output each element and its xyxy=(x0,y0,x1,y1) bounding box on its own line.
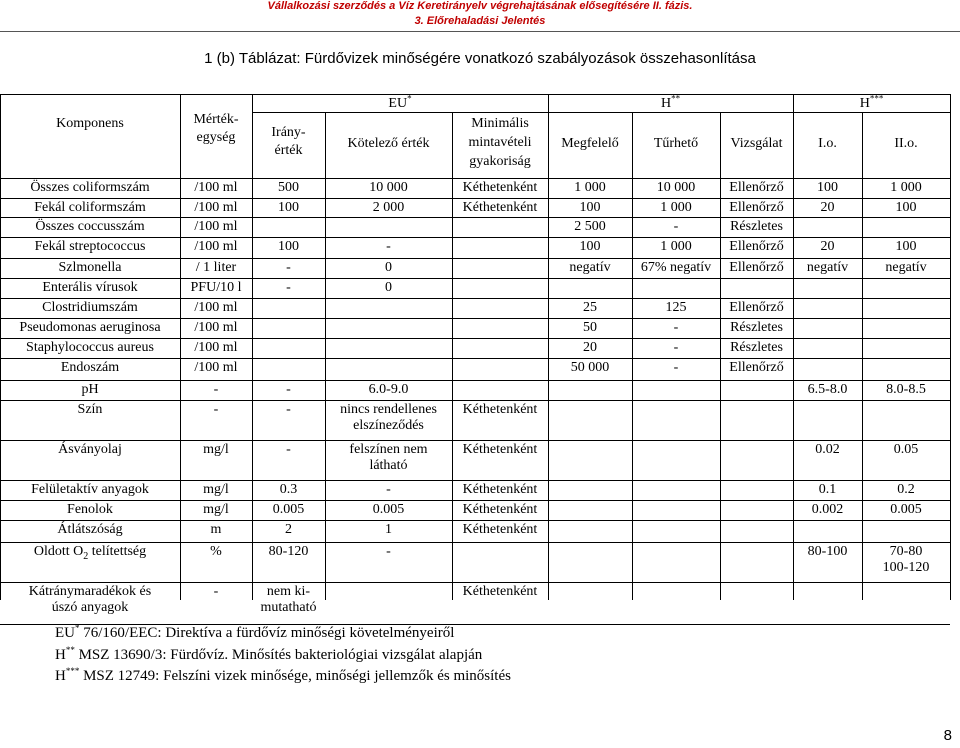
cell-iio: 0.005 xyxy=(890,502,922,517)
cell-kotelezo: - xyxy=(386,482,391,497)
cell-kotelezo: 2 000 xyxy=(372,200,405,215)
cell-iio: 0.2 xyxy=(897,482,915,497)
header-minimalis-gyakorisag: mintavételi xyxy=(468,135,532,150)
cell-io: 0.02 xyxy=(815,442,840,457)
cell-kotelezo: - xyxy=(386,544,391,559)
cell-egyseg: mg/l xyxy=(203,482,229,497)
cell-irany: - xyxy=(286,382,291,397)
cell-komponens: Staphylococcus aureus xyxy=(26,340,154,355)
cell-komponens: Szín xyxy=(77,402,103,417)
header-h1: H** xyxy=(660,93,681,111)
cell-io: 0.002 xyxy=(811,502,844,517)
cell-minta: Kéthetenként xyxy=(462,584,538,599)
header-rule xyxy=(0,31,960,32)
cell-megfelelo: 100 xyxy=(579,200,601,215)
table-row-rule xyxy=(0,400,950,401)
cell-egyseg: - xyxy=(213,584,219,599)
cell-irany: - xyxy=(286,260,291,275)
cell-iio: 70-80 100-120 xyxy=(882,544,930,575)
cell-egyseg: /100 ml xyxy=(194,200,238,215)
table-row-rule xyxy=(0,542,950,543)
cell-egyseg: /100 ml xyxy=(194,360,238,375)
cell-egyseg: /100 ml xyxy=(194,340,238,355)
cell-turheto: 1 000 xyxy=(660,239,692,254)
cell-io: 100 xyxy=(817,180,838,195)
page-number: 8 xyxy=(943,727,952,744)
cell-megfelelo: 25 xyxy=(583,300,597,315)
cell-irany: 80-120 xyxy=(268,544,309,559)
cell-irany: 2 xyxy=(285,522,292,537)
cell-kotelezo: nincs rendellenes elszíneződés xyxy=(340,402,437,433)
cell-io: 80-100 xyxy=(807,544,848,559)
cell-turheto: - xyxy=(673,360,679,375)
cell-minta: Kéthetenként xyxy=(462,502,538,517)
table-row-rule xyxy=(0,298,950,299)
table-row-rule xyxy=(0,318,950,319)
cell-turheto: 67% negatív xyxy=(640,260,712,275)
cell-irany: - xyxy=(286,280,291,295)
header-komponens: Komponens xyxy=(56,116,124,131)
cell-megfelelo: 50 xyxy=(583,320,597,335)
cell-komponens: Összes coliformszám xyxy=(30,180,150,195)
table-row-rule xyxy=(0,440,950,441)
cell-irany: 100 xyxy=(278,239,299,254)
cell-egyseg: /100 ml xyxy=(194,320,238,335)
table-row-rule xyxy=(0,338,950,339)
header-io: I.o. xyxy=(818,136,837,151)
table-row-rule xyxy=(0,480,950,481)
cell-komponens: Pseudomonas aeruginosa xyxy=(19,320,161,335)
cell-egyseg: mg/l xyxy=(203,502,229,517)
cell-vizsgalat: Részletes xyxy=(730,219,783,234)
cell-irany: 500 xyxy=(278,180,299,195)
cell-komponens: Kátránymaradékok és úszó anyagok xyxy=(28,584,152,615)
cell-egyseg: mg/l xyxy=(203,442,229,457)
table-row-rule xyxy=(0,258,950,259)
cell-kotelezo: 10 000 xyxy=(369,180,408,195)
cell-egyseg: /100 ml xyxy=(194,239,238,254)
cell-kotelezo: - xyxy=(386,239,391,254)
cell-kotelezo: 0.005 xyxy=(372,502,405,517)
table-top-rule xyxy=(0,94,950,95)
footnote-item: H** MSZ 13690/3: Fürdővíz. Minősítés bakteriológiai vizsgálat alapján xyxy=(55,645,483,663)
cell-turheto: - xyxy=(673,219,679,234)
cell-komponens: Felületaktív anyagok xyxy=(31,482,149,497)
footnote-item: H*** MSZ 12749: Felszíni vizek minősége, minőségi jellemzők és minősítés xyxy=(55,666,511,684)
table-rule xyxy=(950,94,951,600)
cell-komponens: Ásványolaj xyxy=(58,442,122,457)
table-row-rule xyxy=(0,358,950,359)
header-megfelelo: Megfelelő xyxy=(561,136,619,151)
cell-kotelezo: 0 xyxy=(385,260,392,275)
cell-vizsgalat: Részletes xyxy=(730,320,783,335)
header-minimalis-gyakorisag: Minimális xyxy=(471,116,529,131)
cell-komponens: Fenolok xyxy=(67,502,113,517)
header-h2: H*** xyxy=(859,93,884,111)
cell-egyseg: / 1 liter xyxy=(195,260,237,275)
cell-irany: nem ki- mutatható xyxy=(260,584,317,615)
cell-komponens: Összes coccusszám xyxy=(35,219,145,234)
cell-io: 20 xyxy=(820,239,835,254)
cell-egyseg: % xyxy=(210,544,222,559)
cell-irany: 100 xyxy=(278,200,299,215)
table-row-rule xyxy=(0,582,950,583)
cell-turheto: - xyxy=(673,320,679,335)
cell-kotelezo: 1 xyxy=(385,522,392,537)
cell-io: 20 xyxy=(820,200,835,215)
header-mertekegyseg: Mérték- xyxy=(193,112,239,127)
header-vizsgalat: Vizsgálat xyxy=(730,136,783,151)
cell-iio: 100 xyxy=(895,239,917,254)
cell-minta: Kéthetenként xyxy=(462,482,538,497)
table-row-rule xyxy=(0,217,950,218)
table-row-rule xyxy=(0,237,950,238)
table-row-rule xyxy=(0,198,950,199)
footnote-item: EU* 76/160/EEC: Direktíva a fürdővíz minőségi követelményeiről xyxy=(55,623,455,641)
cell-komponens: Szlmonella xyxy=(58,260,122,275)
cell-minta: Kéthetenként xyxy=(462,442,538,457)
cell-egyseg: - xyxy=(213,402,219,417)
cell-komponens: Enterális vírusok xyxy=(42,280,138,295)
cell-egyseg: /100 ml xyxy=(194,219,238,234)
cell-iio: negatív xyxy=(885,260,927,275)
cell-vizsgalat: Ellenőrző xyxy=(729,239,784,254)
header-bottom-rule xyxy=(0,178,950,179)
cell-komponens: Oldott $O_2$ telítettség xyxy=(33,544,147,562)
cell-iio: 1 000 xyxy=(890,180,922,195)
cell-iio: 100 xyxy=(895,200,917,215)
running-header-title: Vállalkozási szerződés a Víz Keretirányelv végrehajtásának elősegítésére II. fázis. xyxy=(267,0,693,12)
cell-megfelelo: 2 500 xyxy=(574,219,606,234)
table-row-rule xyxy=(0,278,950,279)
cell-turheto: 125 xyxy=(665,300,687,315)
cell-megfelelo: 100 xyxy=(579,239,601,254)
cell-minta: Kéthetenként xyxy=(462,200,538,215)
table-caption: 1 (b) Táblázat: Fürdővizek minőségére vonatkozó szabályozások összehasonlítása xyxy=(204,50,756,67)
h-h-divider xyxy=(793,94,794,600)
table-row-rule xyxy=(0,520,950,521)
cell-turheto: 10 000 xyxy=(656,180,696,195)
cell-vizsgalat: Ellenőrző xyxy=(729,300,784,315)
cell-iio: 0.05 xyxy=(893,442,919,457)
cell-io: 6.5-8.0 xyxy=(807,382,848,397)
cell-vizsgalat: Ellenőrző xyxy=(729,200,784,215)
cell-iio: 8.0-8.5 xyxy=(886,382,926,397)
cell-megfelelo: 20 xyxy=(583,340,597,355)
header-iranyertek: érték xyxy=(274,143,303,158)
cell-vizsgalat: Részletes xyxy=(730,340,783,355)
cell-megfelelo: 50 000 xyxy=(570,360,610,375)
header-kotelezo-ertek: Kötelező érték xyxy=(347,136,430,151)
cell-io: negatív xyxy=(806,260,849,275)
header-iranyertek: Irány- xyxy=(271,125,306,140)
cell-komponens: pH xyxy=(81,382,99,397)
header-group-rule xyxy=(252,112,950,113)
cell-turheto: 1 000 xyxy=(660,200,692,215)
header-minimalis-gyakorisag: gyakoriság xyxy=(469,154,531,169)
cell-io: 0.1 xyxy=(818,482,837,497)
cell-vizsgalat: Ellenőrző xyxy=(729,260,784,275)
header-eu: EU* xyxy=(388,93,412,111)
cell-megfelelo: 1 000 xyxy=(574,180,606,195)
cell-komponens: Átlátszóság xyxy=(57,522,123,537)
cell-kotelezo: 6.0-9.0 xyxy=(368,382,409,397)
cell-turheto: - xyxy=(673,340,679,355)
cell-egyseg: /100 ml xyxy=(194,180,238,195)
table-row-rule xyxy=(0,500,950,501)
header-iio: II.o. xyxy=(894,136,918,151)
cell-irany: 0.3 xyxy=(279,482,298,497)
cell-komponens: Fekál coliformszám xyxy=(34,200,146,215)
cell-komponens: Endoszám xyxy=(60,360,120,375)
header-mertekegyseg: egység xyxy=(196,130,236,145)
cell-komponens: Fekál streptococcus xyxy=(34,239,146,254)
cell-kotelezo: felszínen nem látható xyxy=(349,442,428,473)
cell-irany: 0.005 xyxy=(272,502,305,517)
cell-egyseg: - xyxy=(213,382,219,397)
table-row-rule xyxy=(0,380,950,381)
cell-minta: Kéthetenként xyxy=(462,180,538,195)
cell-egyseg: m xyxy=(210,522,222,537)
cell-minta: Kéthetenként xyxy=(462,402,538,417)
cell-vizsgalat: Ellenőrző xyxy=(729,180,784,195)
cell-megfelelo: negatív xyxy=(569,260,611,275)
cell-egyseg: PFU/10 l xyxy=(190,280,242,295)
cell-komponens: Clostridiumszám xyxy=(42,300,138,315)
cell-kotelezo: 0 xyxy=(385,280,392,295)
cell-vizsgalat: Ellenőrző xyxy=(729,360,784,375)
cell-irany: - xyxy=(286,442,291,457)
cell-egyseg: /100 ml xyxy=(194,300,238,315)
running-header-subtitle: 3. Előrehaladási Jelentés xyxy=(414,15,546,27)
cell-irany: - xyxy=(286,402,291,417)
cell-minta: Kéthetenként xyxy=(462,522,538,537)
header-turheto: Tűrhető xyxy=(653,136,699,151)
